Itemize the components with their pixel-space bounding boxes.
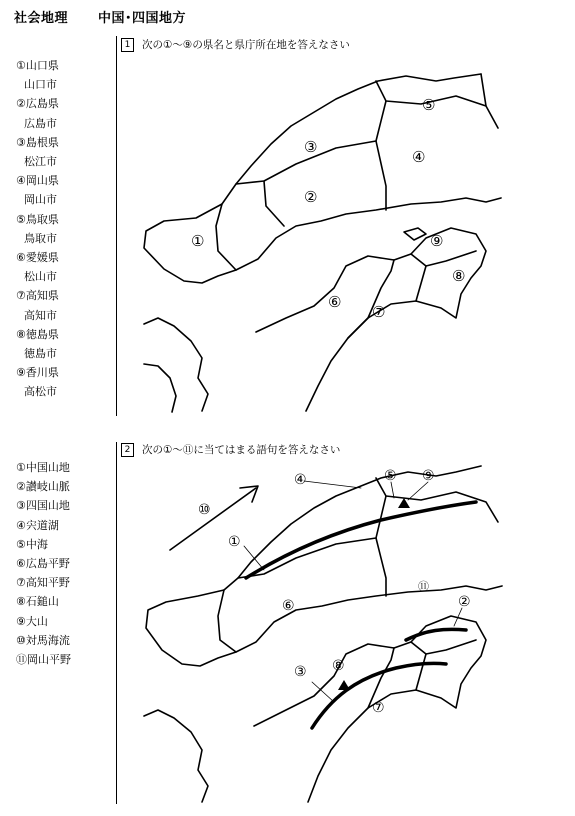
answer-pref: ⑧徳島県 — [16, 327, 59, 341]
answer-capital: 鳥取市 — [24, 231, 57, 245]
map-label: ④ — [294, 472, 307, 488]
q1-instruction: 次の①～⑨の県名と県庁所在地を答えなさい — [142, 39, 350, 51]
answer-capital: 松江市 — [24, 155, 57, 169]
daisen-peak-icon — [398, 498, 410, 508]
map-label: ⑦ — [372, 303, 386, 321]
answer-item: ②讃岐山脈 — [16, 480, 70, 494]
answer-capital: 松山市 — [24, 270, 57, 284]
answer-item: ①中国山地 — [16, 461, 70, 474]
map-label: ⑨ — [422, 468, 435, 484]
ishizuchi-peak-icon — [338, 680, 350, 690]
q2-answer-list — [16, 458, 71, 669]
map-label: ⑧ — [452, 267, 466, 285]
q2-map — [136, 458, 504, 804]
answer-capital: 高知市 — [24, 308, 57, 322]
answer-item: ⑪岡山平野 — [16, 653, 71, 667]
map-label: ② — [304, 188, 318, 206]
q1-map — [136, 56, 504, 416]
answer-pref: ⑥愛媛県 — [16, 251, 59, 265]
map-label: ⑥ — [282, 598, 295, 614]
answer-item: ④宍道湖 — [16, 518, 59, 532]
map-label: ① — [228, 534, 241, 550]
page-title — [14, 7, 186, 26]
subject-title: 社会地理 — [14, 11, 69, 26]
answer-pref: ④岡山県 — [16, 174, 59, 188]
q1-number: 1 — [121, 38, 134, 52]
map-label: ⑨ — [430, 232, 444, 250]
answer-item: ⑧石鎚山 — [16, 595, 59, 609]
q1-answer-list — [16, 56, 59, 402]
q1-header — [121, 37, 350, 52]
answer-capital: 高松市 — [24, 385, 57, 399]
map-label: ③ — [304, 138, 318, 156]
answer-item: ⑦高知平野 — [16, 576, 70, 590]
answer-pref: ⑤鳥取県 — [16, 212, 59, 226]
map-label: ⑥ — [328, 293, 342, 311]
q2-header — [121, 442, 340, 457]
divider-q1 — [116, 36, 117, 416]
map-label: ③ — [294, 664, 307, 680]
answer-pref: ③島根県 — [16, 135, 59, 149]
answer-capital: 山口市 — [24, 78, 57, 92]
unit-title: 中国･四国地方 — [98, 11, 187, 26]
map-label: ⑤ — [422, 96, 436, 114]
map-label: ① — [191, 232, 205, 250]
map-label: ② — [458, 594, 471, 610]
answer-item: ⑩対馬海流 — [16, 633, 70, 647]
map-label: ⑦ — [372, 700, 385, 716]
map-label: ⑤ — [384, 468, 397, 484]
answer-capital: 広島市 — [24, 116, 57, 130]
answer-capital: 徳島市 — [24, 347, 57, 361]
answer-item: ⑥広島平野 — [16, 557, 70, 571]
map-label: ⑩ — [198, 502, 211, 518]
answer-pref: ⑦高知県 — [16, 289, 59, 303]
answer-item: ③四国山地 — [16, 499, 70, 513]
answer-item: ⑨大山 — [16, 614, 48, 628]
answer-pref: ①山口県 — [16, 59, 59, 72]
map-label: ④ — [412, 148, 426, 166]
answer-pref: ②広島県 — [16, 97, 59, 111]
answer-item: ⑤中海 — [16, 537, 48, 551]
divider-q2 — [116, 442, 117, 804]
answer-capital: 岡山市 — [24, 193, 57, 207]
q2-instruction: 次の①～⑪に当てはまる語句を答えなさい — [142, 444, 341, 456]
q2-number: 2 — [121, 443, 134, 457]
map-label: ⑪ — [418, 580, 429, 593]
map-label: ⑧ — [332, 658, 345, 674]
answer-pref: ⑨香川県 — [16, 366, 59, 380]
